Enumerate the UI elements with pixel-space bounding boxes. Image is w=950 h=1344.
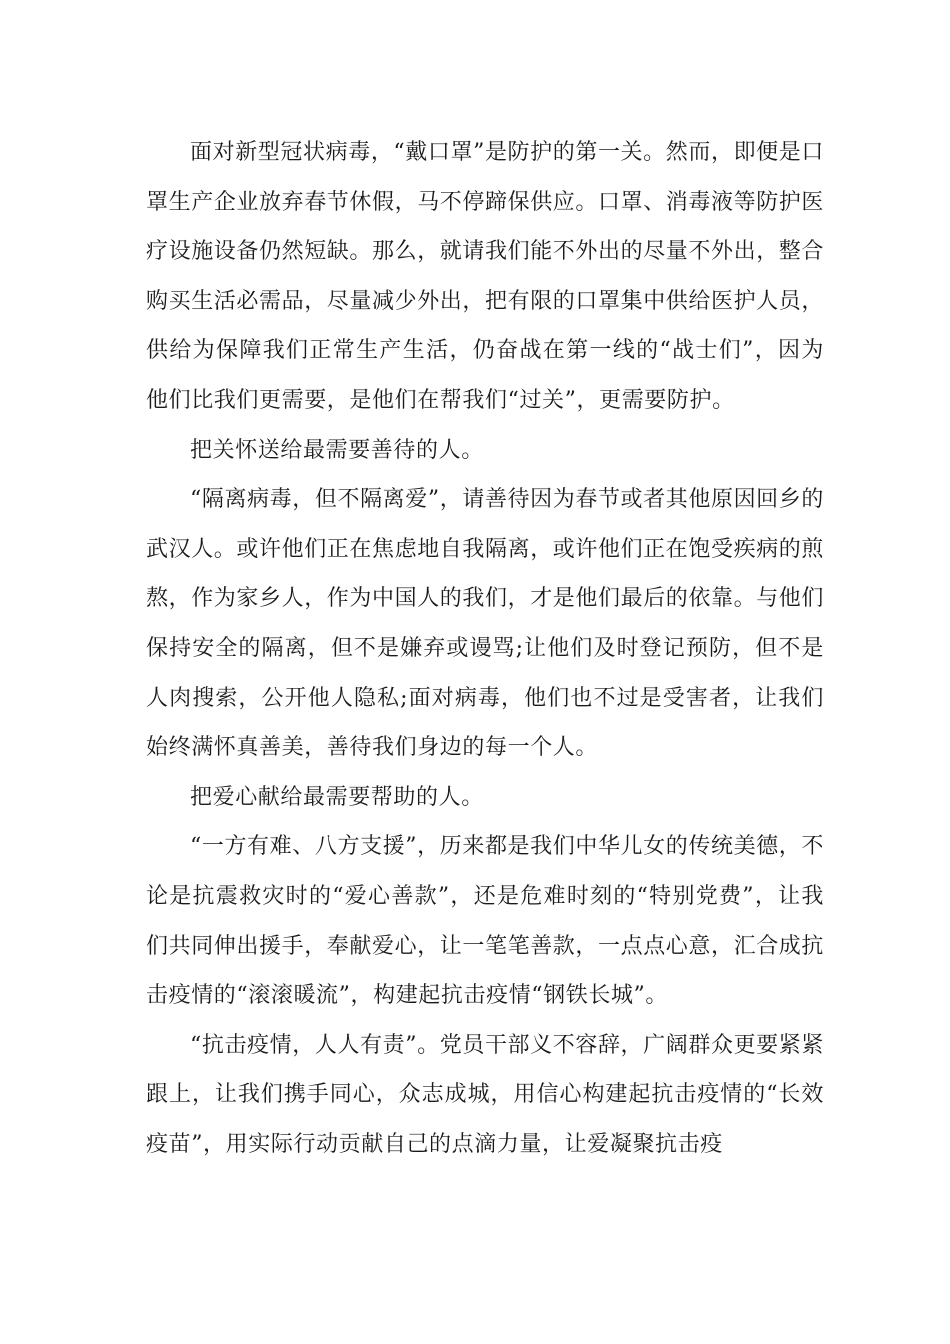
paragraph-support: “一方有难、八方支援”，历来都是我们中华儿女的传统美德，不论是抗震救灾时的“爱心善款”，还是危难时刻的“特别党费”，让我们共同伸出援手，奉献爱心，让一笔笔善款，一点点心意，汇合成抗击疫情的“滚滚暖流”，构建起抗击疫情“钢铁长城”。 [146,834,825,1009]
paragraph-love-heading: 把爱心献给最需要帮助的人。 [190,784,484,810]
paragraph-responsibility: “抗击疫情，人人有责”。党员干部义不容辞，广阔群众更要紧紧跟上，让我们携手同心，众志成城，用信心构建起抗击疫情的“长效疫苗”，用实际行动贡献自己的点滴力量，让爱凝聚抗击疫 [146,1032,824,1157]
document-body [146,128,824,1169]
paragraph-isolation: “隔离病毒，但不隔离爱”，请善待因为春节或者其他原因回乡的武汉人。或许他们正在焦虑地自我隔离，或许他们正在饱受疾病的煎熬，作为家乡人，作为中国人的我们，才是他们最后的依靠。与他们保持安全的隔离，但不是嫌弃或谩骂;让他们及时登记预防，但不是人肉搜索，公开他人隐私;面对病毒，他们也不过是受害者，让我们始终满怀真善美，善待我们身边的每一个人。 [146,487,825,761]
paragraph-masks: 面对新型冠状病毒，“戴口罩”是防护的第一关。然而，即便是口罩生产企业放弃春节休假，马不停蹄保供应。口罩、消毒液等防护医疗设施设备仍然短缺。那么，就请我们能不外出的尽量不外出，整合购买生活必需品，尽量减少外出，把有限的口罩集中供给医护人员，供给为保障我们正常生产生活，仍奋战在第一线的“战士们”，因为他们比我们更需要，是他们在帮我们“过关”，更需要防护。 [146,140,825,413]
paragraph-care-heading: 把关怀送给最需要善待的人。 [190,437,484,463]
